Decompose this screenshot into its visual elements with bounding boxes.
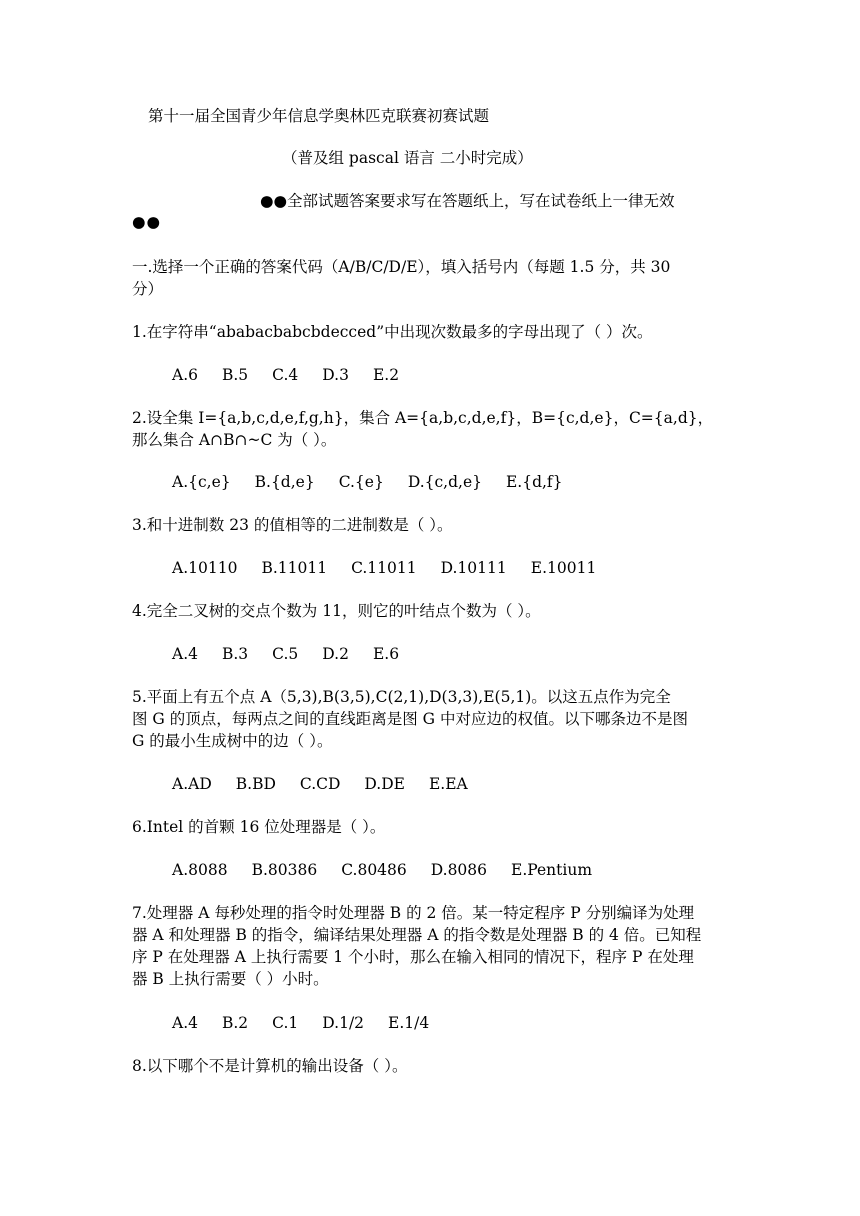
question-7-text-line-3: 序 P 在处理器 A 上执行需要 1 个小时，那么在输入相同的情况下，程序 P 在处理 — [132, 948, 694, 966]
question-4-options — [172, 643, 423, 665]
option-c: C.4 — [272, 366, 299, 384]
option-b: B.5 — [221, 366, 249, 384]
question-1-options — [172, 364, 423, 386]
option-d: D.DE — [364, 775, 405, 793]
question-3-text: 3.和十进制数 23 的值相等的二进制数是（ ）。 — [132, 516, 453, 534]
option-a: A.10110 — [172, 559, 238, 577]
question-7-text-line-4: 器 B 上执行需要（ ）小时。 — [132, 970, 329, 988]
option-e: E.Pentium — [511, 861, 593, 879]
option-c: C.5 — [272, 645, 299, 663]
question-6-text: 6.Intel 的首颗 16 位处理器是（ ）。 — [132, 818, 386, 836]
option-e: E.EA — [428, 775, 468, 793]
question-2-text-line-1: 2.设全集 I={a,b,c,d,e,f,g,h}，集合 A={a,b,c,d,e,f}，B={c,d,e}，C={a,d}， — [132, 409, 714, 427]
option-a: A.6 — [172, 366, 198, 384]
option-b: B.80386 — [251, 861, 318, 879]
question-8-text: 8.以下哪个不是计算机的输出设备（ ）。 — [132, 1057, 408, 1075]
option-a: A.4 — [172, 1014, 198, 1032]
exam-title: 第十一届全国青少年信息学奥林匹克联赛初赛试题 — [148, 107, 490, 125]
option-c: C.{e} — [338, 473, 384, 491]
option-b: B.BD — [235, 775, 276, 793]
option-b: B.{d,e} — [254, 473, 315, 491]
option-e: E.6 — [372, 645, 400, 663]
notice-line-1: ●●全部试题答案要求写在答题纸上，写在试卷纸上一律无效 — [260, 192, 675, 210]
option-a: A.8088 — [172, 861, 228, 879]
question-5-options — [172, 773, 492, 795]
option-e: E.{d,f} — [505, 473, 563, 491]
notice-line-2: ●● — [132, 213, 162, 231]
question-1-text: 1.在字符串“ababacbabcbdecced”中出现次数最多的字母出现了（ ）次。 — [132, 323, 653, 341]
option-b: B.2 — [221, 1014, 249, 1032]
section-heading-line-2: 分） — [132, 280, 164, 298]
question-7-text-line-1: 7.处理器 A 每秒处理的指令时处理器 B 的 2 倍。某一特定程序 P 分别编译为处理 — [132, 904, 695, 922]
option-e: E.2 — [372, 366, 400, 384]
question-5-text-line-3: G 的最小生成树中的边（ ）。 — [132, 732, 333, 750]
option-b: B.3 — [221, 645, 249, 663]
option-c: C.1 — [272, 1014, 299, 1032]
question-3-options — [172, 557, 620, 579]
option-c: C.80486 — [341, 861, 407, 879]
option-d: D.1/2 — [322, 1014, 365, 1032]
option-d: D.3 — [322, 366, 349, 384]
option-d: D.2 — [322, 645, 349, 663]
question-2-options — [172, 471, 587, 493]
option-a: A.4 — [172, 645, 198, 663]
option-a: A.{c,e} — [172, 473, 231, 491]
question-6-options — [172, 859, 616, 881]
option-d: D.10111 — [440, 559, 507, 577]
question-7-text-line-2: 器 A 和处理器 B 的指令，编译结果处理器 A 的指令数是处理器 B 的 4 倍。已知程 — [132, 926, 702, 944]
option-c: C.11011 — [351, 559, 417, 577]
question-4-text: 4.完全二叉树的交点个数为 11，则它的叶结点个数为（ ）。 — [132, 602, 541, 620]
section-heading-line-1: 一.选择一个正确的答案代码（A/B/C/D/E），填入括号内（每题 1.5 分，共 30 — [132, 258, 671, 276]
option-e: E.1/4 — [388, 1014, 430, 1032]
option-a: A.AD — [172, 775, 212, 793]
option-e: E.10011 — [530, 559, 597, 577]
question-7-options — [172, 1012, 453, 1034]
question-5-text-line-2: 图 G 的顶点，每两点之间的直线距离是图 G 中对应边的权值。以下哪条边不是图 — [132, 710, 688, 728]
exam-subtitle: （普及组 pascal 语言 二小时完成） — [282, 149, 533, 167]
option-d: D.{c,d,e} — [407, 473, 482, 491]
option-d: D.8086 — [430, 861, 488, 879]
question-2-text-line-2: 那么集合 A∩B∩~C 为（ ）。 — [132, 431, 337, 449]
option-c: C.CD — [299, 775, 341, 793]
question-5-text-line-1: 5.平面上有五个点 A（5,3),B(3,5),C(2,1),D(3,3),E(5,1)。以这五点作为完全 — [132, 688, 671, 706]
option-b: B.11011 — [261, 559, 328, 577]
